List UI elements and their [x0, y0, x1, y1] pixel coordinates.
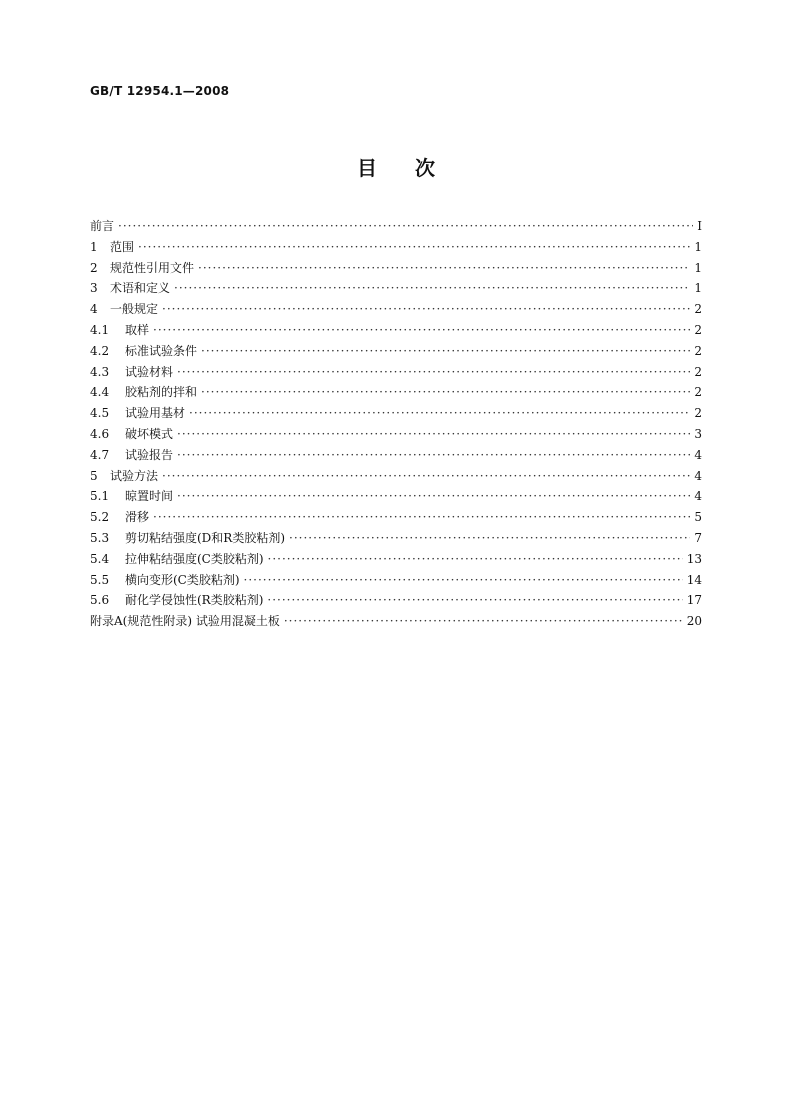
toc-entry-page: 1	[694, 260, 702, 275]
toc-leader-dots	[177, 486, 690, 507]
toc-entry-page: 2	[694, 302, 702, 317]
toc-entry-text: 试验用基材	[125, 406, 186, 421]
toc-entry-5-3[interactable]	[90, 528, 702, 549]
toc-entry-number: 4.4	[90, 385, 110, 400]
toc-entry-text: 试验报告	[125, 447, 174, 462]
toc-entry-foreword[interactable]	[90, 216, 702, 237]
toc-leader-dots	[189, 403, 690, 424]
toc-entry-page: 4	[694, 468, 702, 483]
toc-entry-2[interactable]	[90, 258, 702, 279]
toc-entry-5-4[interactable]	[90, 549, 702, 570]
toc-entry-number: 5	[90, 468, 98, 483]
toc-leader-dots	[138, 237, 690, 258]
toc-leader-dots	[201, 341, 690, 362]
toc-entry-text: 一般规定	[110, 302, 159, 317]
toc-entry-4-5[interactable]	[90, 403, 702, 424]
page-title: 目次	[357, 156, 473, 180]
toc-entry-page: Ⅰ	[697, 219, 702, 233]
toc-entry-page: 5	[694, 510, 702, 525]
toc-entry-page: 17	[686, 593, 702, 608]
toc-leader-dots	[174, 278, 690, 299]
toc-entry-text: 术语和定义	[110, 281, 171, 296]
toc-leader-dots	[267, 590, 682, 611]
toc-entry-text: 试验方法	[110, 468, 159, 483]
toc-leader-dots	[177, 445, 690, 466]
toc-entry-number: 4	[90, 302, 98, 317]
toc-leader-dots	[177, 362, 690, 383]
toc-leader-dots	[268, 549, 683, 570]
toc-leader-dots	[177, 424, 690, 445]
toc-entry-text: 附录A(规范性附录) 试验用混凝土板	[90, 614, 280, 629]
toc-entry-number: 5.4	[90, 551, 110, 566]
toc-entry-page: 20	[686, 614, 702, 629]
toc-entry-text: 前言	[90, 219, 115, 233]
toc-entry-number: 4.2	[90, 343, 110, 358]
toc-entry-page: 14	[686, 572, 702, 587]
toc-entry-number: 4.7	[90, 447, 110, 462]
toc-entry-page: 2	[694, 343, 702, 358]
toc-entry-text: 试验材料	[125, 364, 174, 379]
toc-entry-1[interactable]	[90, 237, 702, 258]
toc-entry-text: 晾置时间	[125, 489, 174, 504]
toc-entry-page: 2	[694, 406, 702, 421]
toc-entry-number: 3	[90, 281, 98, 296]
toc-entry-5-5[interactable]	[90, 570, 702, 591]
toc-entry-text: 横向变形(C类胶粘剂)	[125, 572, 240, 587]
toc-entry-number: 4.1	[90, 322, 110, 337]
toc-leader-dots	[118, 216, 693, 237]
toc-entry-number: 4.6	[90, 426, 110, 441]
toc-leader-dots	[198, 258, 690, 279]
toc-entry-text: 标准试验条件	[125, 343, 198, 358]
toc-entry-text: 取样	[125, 322, 150, 337]
toc-entry-text: 胶粘剂的拌和	[125, 385, 198, 400]
toc-entry-number: 5.2	[90, 510, 110, 525]
toc-entry-5-2[interactable]	[90, 507, 702, 528]
toc-entry-text: 规范性引用文件	[110, 260, 195, 275]
toc-entry-4-3[interactable]	[90, 362, 702, 383]
toc-entry-number: 4.3	[90, 364, 110, 379]
toc-entry-text: 滑移	[125, 510, 150, 525]
toc-entry-4-6[interactable]	[90, 424, 702, 445]
toc-entry-page: 1	[694, 239, 702, 254]
toc-leader-dots	[162, 299, 690, 320]
toc-entry-3[interactable]	[90, 278, 702, 299]
toc-entry-page: 2	[694, 322, 702, 337]
toc-entry-5-6[interactable]	[90, 590, 702, 611]
toc-entry-text: 范围	[110, 239, 135, 254]
toc-entry-4-2[interactable]	[90, 341, 702, 362]
toc-entry-number: 5.6	[90, 593, 110, 608]
toc-leader-dots	[162, 466, 690, 487]
toc-entry-page: 4	[694, 447, 702, 462]
toc-entry-appendix-a[interactable]	[90, 611, 702, 632]
document-header: GB/T 12954.1—2008	[90, 84, 230, 98]
toc-entry-number: 5.1	[90, 489, 110, 504]
toc-leader-dots	[201, 382, 690, 403]
toc-entry-text: 拉伸粘结强度(C类胶粘剂)	[125, 551, 264, 566]
toc-entry-4-4[interactable]	[90, 382, 702, 403]
toc-entry-text: 耐化学侵蚀性(R类胶粘剂)	[125, 593, 264, 608]
toc-entry-number: 4.5	[90, 406, 110, 421]
table-of-contents	[90, 216, 702, 632]
toc-entry-number: 2	[90, 260, 98, 275]
toc-entry-5[interactable]	[90, 466, 702, 487]
toc-entry-page: 3	[694, 426, 702, 441]
toc-leader-dots	[244, 570, 683, 591]
toc-entry-page: 1	[694, 281, 702, 296]
toc-entry-5-1[interactable]	[90, 486, 702, 507]
toc-entry-4[interactable]	[90, 299, 702, 320]
toc-entry-4-1[interactable]	[90, 320, 702, 341]
toc-entry-number: 1	[90, 239, 98, 254]
toc-leader-dots	[153, 507, 690, 528]
toc-entry-page: 2	[694, 364, 702, 379]
toc-entry-text: 剪切粘结强度(D和R类胶粘剂)	[125, 530, 286, 545]
toc-leader-dots	[153, 320, 690, 341]
toc-entry-number: 5.3	[90, 530, 110, 545]
toc-entry-page: 4	[694, 489, 702, 504]
toc-leader-dots	[289, 528, 690, 549]
toc-entry-number: 5.5	[90, 572, 110, 587]
toc-entry-page: 13	[686, 551, 702, 566]
toc-entry-text: 破坏模式	[125, 426, 174, 441]
toc-entry-4-7[interactable]	[90, 445, 702, 466]
toc-leader-dots	[284, 611, 683, 632]
toc-entry-page: 7	[694, 530, 702, 545]
toc-entry-page: 2	[694, 385, 702, 400]
